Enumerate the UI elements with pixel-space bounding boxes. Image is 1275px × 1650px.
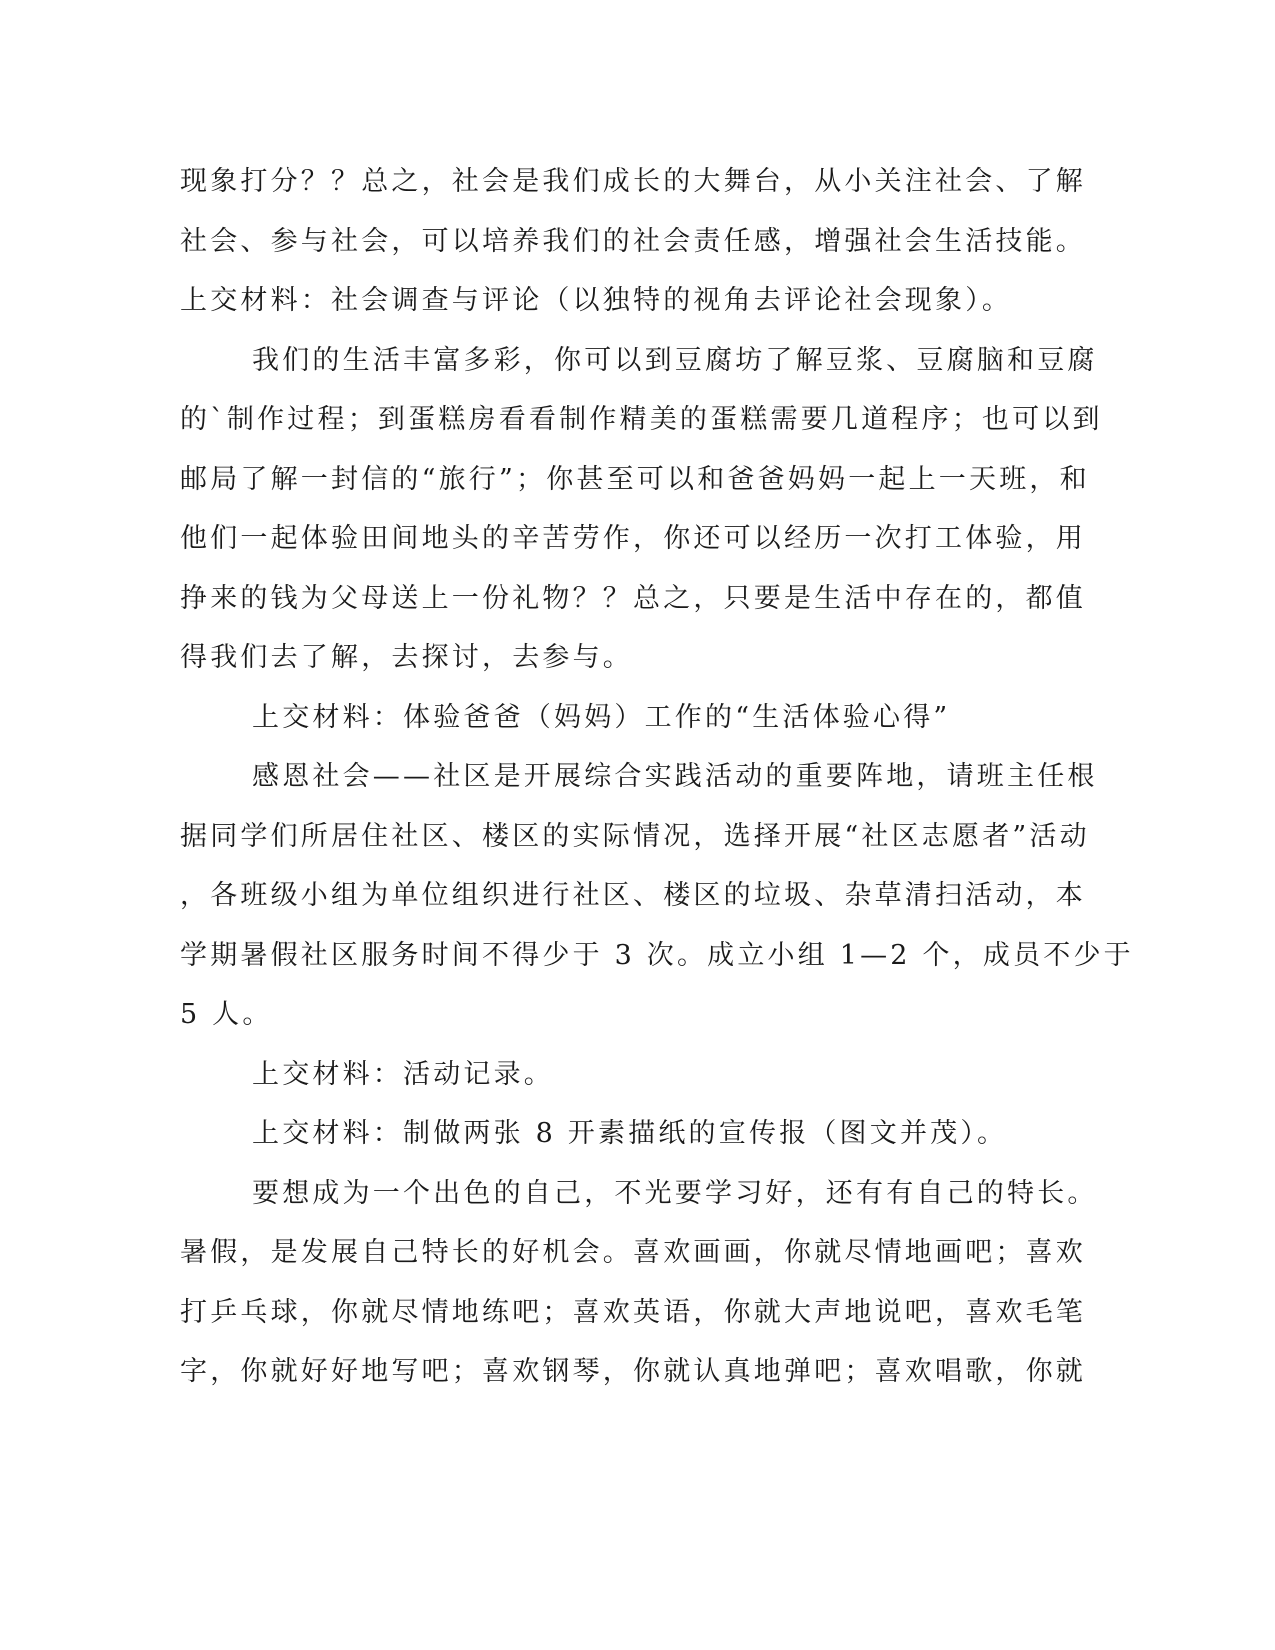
text-line-16: 上交材料：活动记录。	[252, 1058, 554, 1090]
text-line-3: 上交材料：社会调查与评论（以独特的视角去评论社会现象）。	[180, 285, 1013, 316]
text-line-6: 邮局了解一封信的“旅行”；你甚至可以和爸爸妈妈一起上一天班，和	[180, 463, 1090, 495]
text-line-8: 挣来的钱为父母送上一份礼物？？总之，只要是生活中存在的，都值	[180, 582, 1086, 614]
text-line-19: 暑假，是发展自己特长的好机会。喜欢画画，你就尽情地画吧；喜欢	[180, 1237, 1086, 1268]
text-line-17: 上交材料：制做两张 8 开素描纸的宣传报（图文并茂）。	[252, 1118, 1008, 1149]
text-line-7: 他们一起体验田间地头的辛苦劳作，你还可以经历一次打工体验，用	[180, 523, 1086, 554]
text-line-18: 要想成为一个出色的自己，不光要学习好，还有有自己的特长。	[252, 1177, 1098, 1209]
text-line-5: 的`制作过程；到蛋糕房看看制作精美的蛋糕需要几道程序；也可以到	[180, 404, 1103, 435]
text-line-14: 学期暑假社区服务时间不得少于 3 次。成立小组 1—2 个，成员不少于	[180, 939, 1134, 971]
text-line-10: 上交材料：体验爸爸（妈妈）工作的“生活体验心得”	[252, 701, 951, 733]
text-line-9: 得我们去了解，去探讨，去参与。	[180, 642, 633, 673]
text-line-4: 我们的生活丰富多彩，你可以到豆腐坊了解豆浆、豆腐脑和豆腐	[252, 344, 1098, 376]
text-line-20: 打乒乓球，你就尽情地练吧；喜欢英语，你就大声地说吧，喜欢毛笔	[180, 1296, 1086, 1328]
text-line-2: 社会、参与社会，可以培养我们的社会责任感，增强社会生活技能。	[180, 225, 1086, 257]
text-line-21: 字，你就好好地写吧；喜欢钢琴，你就认真地弹吧；喜欢唱歌，你就	[180, 1356, 1086, 1387]
text-line-1: 现象打分？？总之，社会是我们成长的大舞台，从小关注社会、了解	[180, 166, 1086, 197]
text-line-15: 5 人。	[180, 999, 273, 1030]
text-line-13: ，各班级小组为单位组织进行社区、楼区的垃圾、杂草清扫活动，本	[180, 880, 1086, 911]
document-body	[180, 152, 1134, 1402]
text-line-11: 感恩社会——社区是开展综合实践活动的重要阵地，请班主任根	[252, 761, 1098, 792]
text-line-12: 据同学们所居住社区、楼区的实际情况，选择开展“社区志愿者”活动	[180, 820, 1090, 852]
